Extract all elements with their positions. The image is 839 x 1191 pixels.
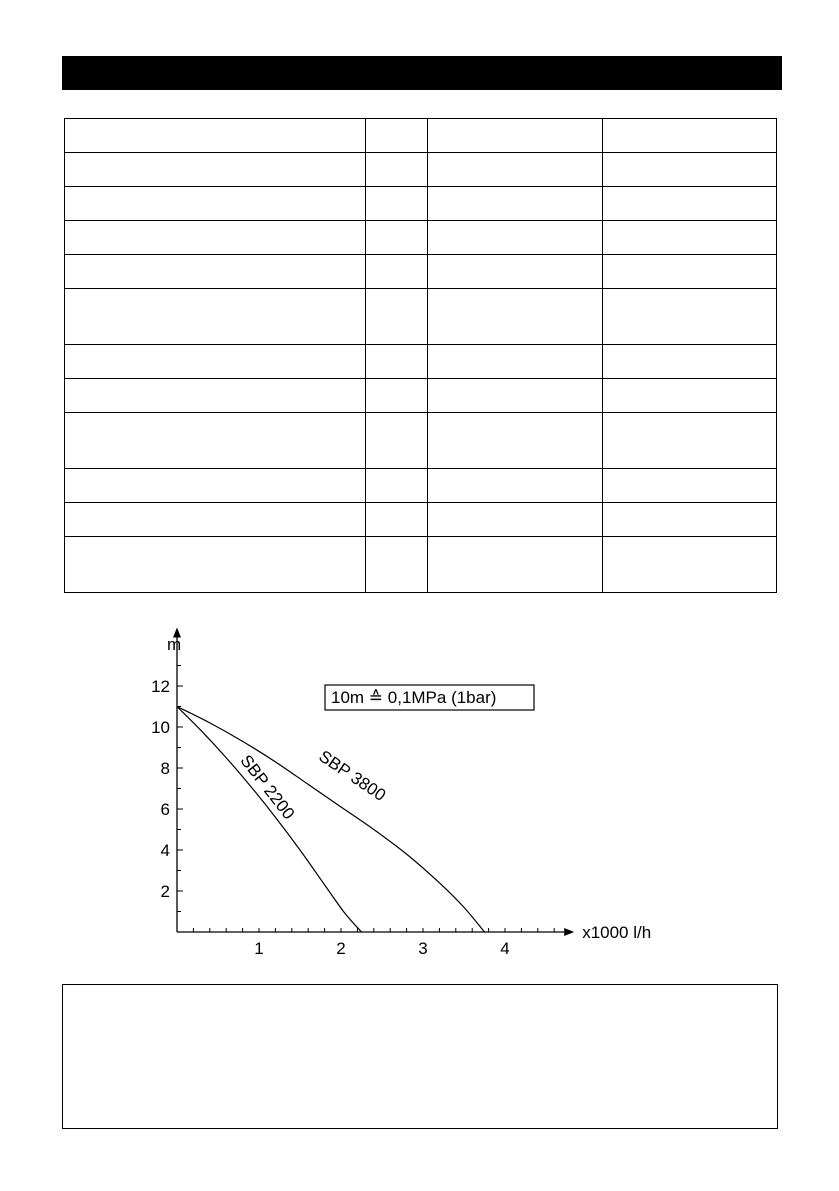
x-tick-label: 4 — [500, 939, 510, 958]
spec-table-row — [65, 503, 777, 537]
spec-table-row — [65, 119, 777, 153]
spec-table-cell — [428, 503, 603, 537]
spec-table-cell — [603, 345, 777, 379]
y-tick-label: 2 — [160, 882, 170, 901]
series-line-1 — [177, 707, 485, 933]
spec-table-cell — [65, 187, 366, 221]
spec-table-cell — [366, 537, 428, 593]
y-tick-label: 12 — [151, 677, 170, 696]
x-tick-label: 2 — [336, 939, 346, 958]
spec-table-row — [65, 187, 777, 221]
spec-table-cell — [428, 345, 603, 379]
spec-table-cell — [366, 187, 428, 221]
spec-table-cell — [428, 153, 603, 187]
annotation-text: 10m ≙ 0,1MPa (1bar) — [331, 688, 497, 707]
spec-table-row — [65, 413, 777, 469]
spec-table-cell — [428, 469, 603, 503]
spec-table-cell — [65, 469, 366, 503]
y-tick-label: 8 — [160, 759, 170, 778]
spec-table-cell — [603, 153, 777, 187]
spec-table-cell — [65, 503, 366, 537]
spec-table-cell — [603, 469, 777, 503]
x-tick-label: 1 — [254, 939, 264, 958]
y-tick-label: 4 — [160, 841, 170, 860]
spec-table-cell — [428, 255, 603, 289]
note-box — [62, 984, 778, 1129]
spec-table-row — [65, 255, 777, 289]
spec-table-row — [65, 537, 777, 593]
spec-table-cell — [603, 255, 777, 289]
spec-table-cell — [603, 119, 777, 153]
x-axis-arrow — [564, 928, 574, 936]
spec-table-row — [65, 379, 777, 413]
spec-table-cell — [366, 221, 428, 255]
spec-table-cell — [603, 187, 777, 221]
spec-table-cell — [603, 503, 777, 537]
spec-table-cell — [428, 221, 603, 255]
x-tick-label: 3 — [418, 939, 428, 958]
spec-table-cell — [65, 537, 366, 593]
spec-table-row — [65, 289, 777, 345]
spec-table-cell — [366, 469, 428, 503]
spec-table-row — [65, 345, 777, 379]
spec-table-cell — [366, 255, 428, 289]
spec-table-cell — [603, 221, 777, 255]
spec-table-cell — [366, 119, 428, 153]
spec-table-cell — [366, 413, 428, 469]
spec-table-cell — [603, 537, 777, 593]
x-axis-label: x1000 l/h — [582, 923, 652, 942]
spec-table-cell — [603, 289, 777, 345]
spec-table — [64, 118, 777, 593]
pump-performance-chart — [120, 625, 680, 970]
spec-table-cell — [65, 119, 366, 153]
chart-series — [177, 707, 485, 933]
chart-ticks — [151, 666, 554, 959]
spec-table-cell — [428, 537, 603, 593]
spec-table-cell — [366, 289, 428, 345]
spec-table-cell — [65, 345, 366, 379]
spec-table-cell — [366, 379, 428, 413]
spec-table-row — [65, 153, 777, 187]
spec-table-cell — [428, 413, 603, 469]
spec-table-cell — [65, 255, 366, 289]
spec-table-row — [65, 469, 777, 503]
series-label-0: SBP 2200 — [236, 751, 299, 824]
y-axis-label: m — [167, 635, 182, 654]
spec-table-cell — [65, 289, 366, 345]
spec-table-cell — [65, 153, 366, 187]
spec-table-cell — [65, 221, 366, 255]
y-tick-label: 6 — [160, 800, 170, 819]
spec-table-cell — [366, 153, 428, 187]
spec-table-cell — [366, 345, 428, 379]
spec-table-cell — [428, 379, 603, 413]
y-tick-label: 10 — [151, 718, 170, 737]
series-line-0 — [177, 707, 362, 933]
spec-table-cell — [65, 413, 366, 469]
section-header-bar — [62, 56, 782, 90]
spec-table-cell — [428, 119, 603, 153]
series-label-1: SBP 3800 — [315, 746, 390, 805]
spec-table-cell — [603, 379, 777, 413]
spec-table-cell — [603, 413, 777, 469]
spec-table-cell — [428, 289, 603, 345]
spec-table-cell — [65, 379, 366, 413]
spec-table-cell — [428, 187, 603, 221]
spec-table-row — [65, 221, 777, 255]
spec-table-cell — [366, 503, 428, 537]
